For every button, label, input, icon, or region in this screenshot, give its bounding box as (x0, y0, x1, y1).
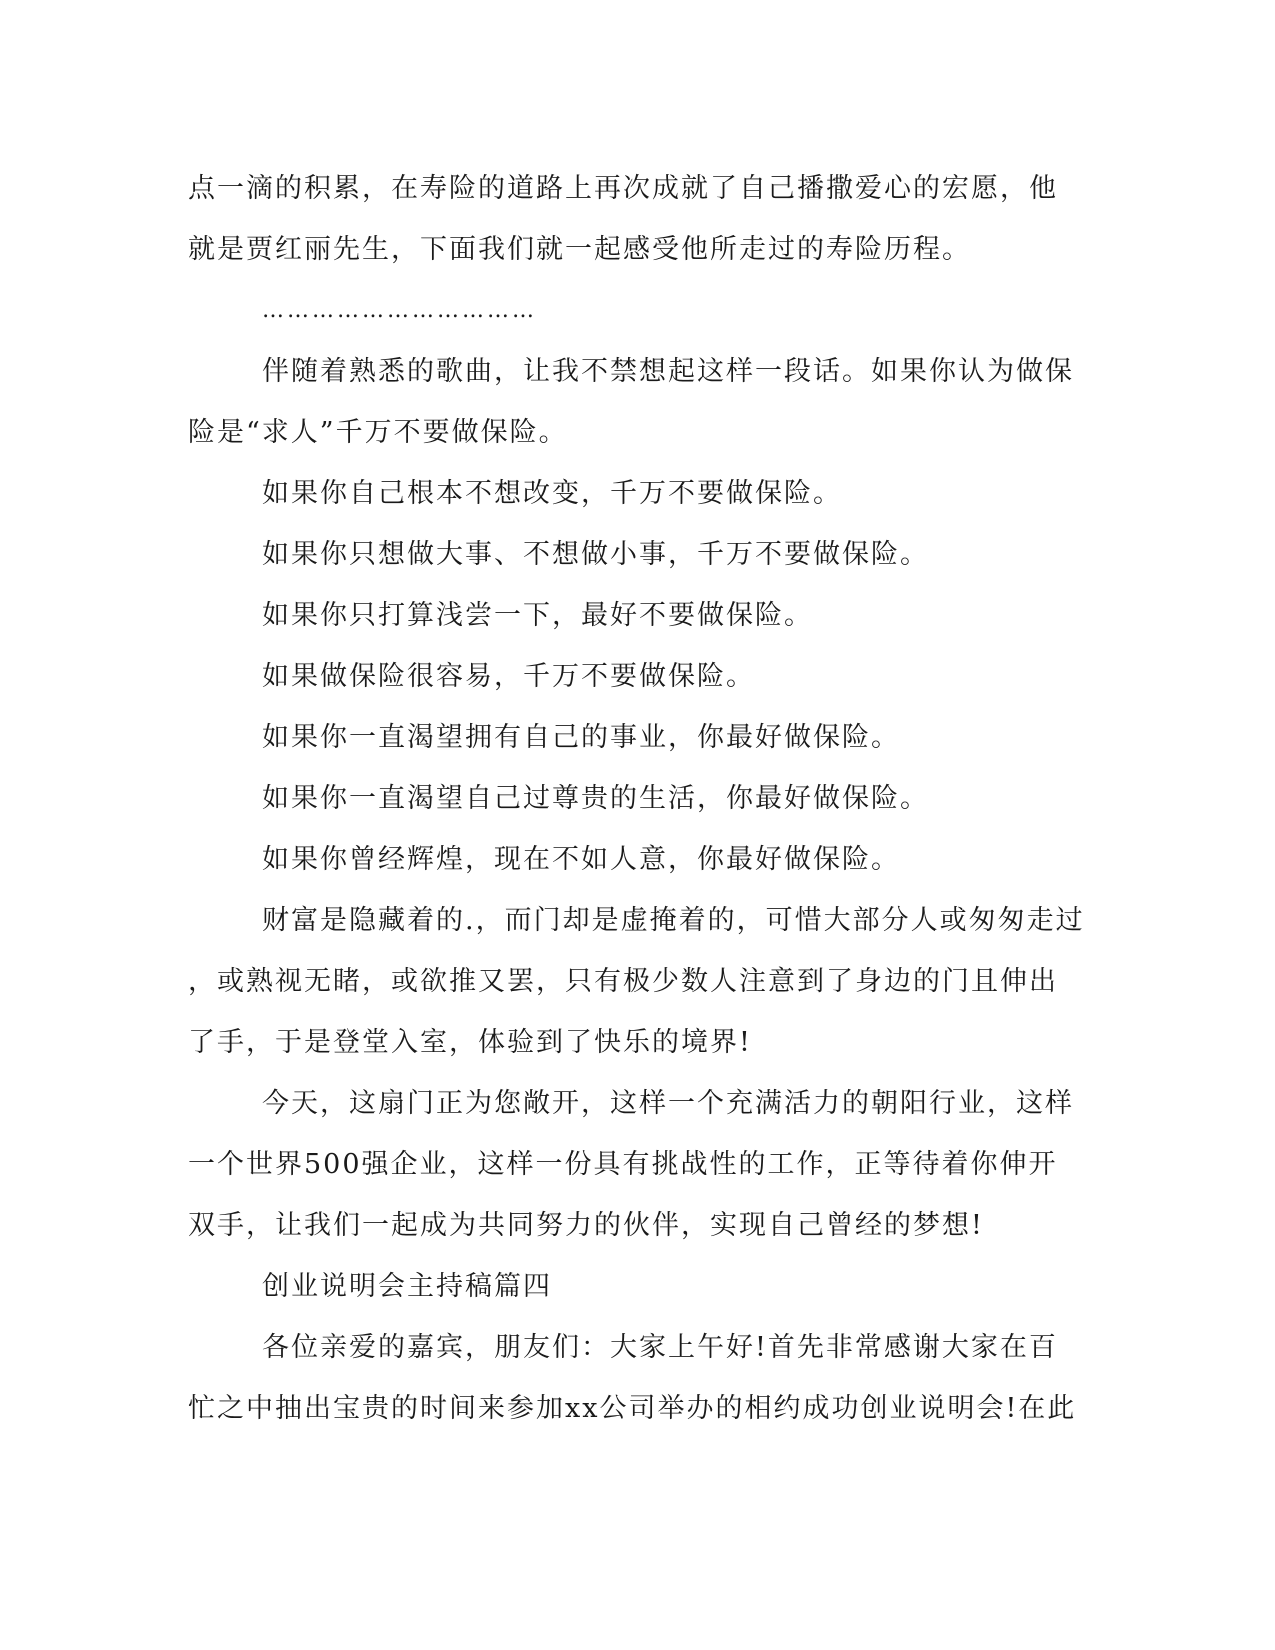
paragraph-start: 如果你自己根本不想改变，千万不要做保险。 (262, 478, 842, 509)
text-line: 险是“求人”千万不要做保险。 (188, 417, 568, 448)
paragraph-start: 今天，这扇门正为您敞开，这样一个充满活力的朝阳行业，这样 (262, 1088, 1074, 1119)
text-line: 了手，于是登堂入室，体验到了快乐的境界! (188, 1027, 752, 1058)
text-line: 就是贾红丽先生，下面我们就一起感受他所走过的寿险历程。 (188, 234, 971, 265)
paragraph-start: 各位亲爱的嘉宾，朋友们：大家上午好!首先非常感谢大家在百 (262, 1332, 1058, 1363)
paragraph-start: 如果做保险很容易，千万不要做保险。 (262, 661, 755, 692)
section-heading: 创业说明会主持稿篇四 (262, 1271, 552, 1302)
ellipsis-separator: …………………………… (262, 298, 537, 323)
paragraph-start: 如果你只打算浅尝一下，最好不要做保险。 (262, 600, 813, 631)
text-line: 忙之中抽出宝贵的时间来参加xx公司举办的相约成功创业说明会!在此 (188, 1393, 1077, 1424)
paragraph-start: 如果你只想做大事、不想做小事，千万不要做保险。 (262, 539, 929, 570)
text-line: 点一滴的积累，在寿险的道路上再次成就了自己播撒爱心的宏愿，他 (188, 173, 1058, 204)
paragraph-start: 财富是隐藏着的.，而门却是虚掩着的，可惜大部分人或匆匆走过 (262, 905, 1085, 936)
text-line: ，或熟视无睹，或欲推又罢，只有极少数人注意到了身边的门且伸出 (188, 966, 1058, 997)
paragraph-start: 伴随着熟悉的歌曲，让我不禁想起这样一段话。如果你认为做保 (262, 356, 1074, 387)
document-body (188, 158, 1088, 1439)
paragraph-start: 如果你一直渴望拥有自己的事业，你最好做保险。 (262, 722, 900, 753)
paragraph-start: 如果你一直渴望自己过尊贵的生活，你最好做保险。 (262, 783, 929, 814)
text-line: 一个世界500强企业，这样一份具有挑战性的工作，正等待着你伸开 (188, 1149, 1058, 1180)
text-line: 双手，让我们一起成为共同努力的伙伴，实现自己曾经的梦想! (188, 1210, 984, 1241)
paragraph-start: 如果你曾经辉煌，现在不如人意，你最好做保险。 (262, 844, 900, 875)
